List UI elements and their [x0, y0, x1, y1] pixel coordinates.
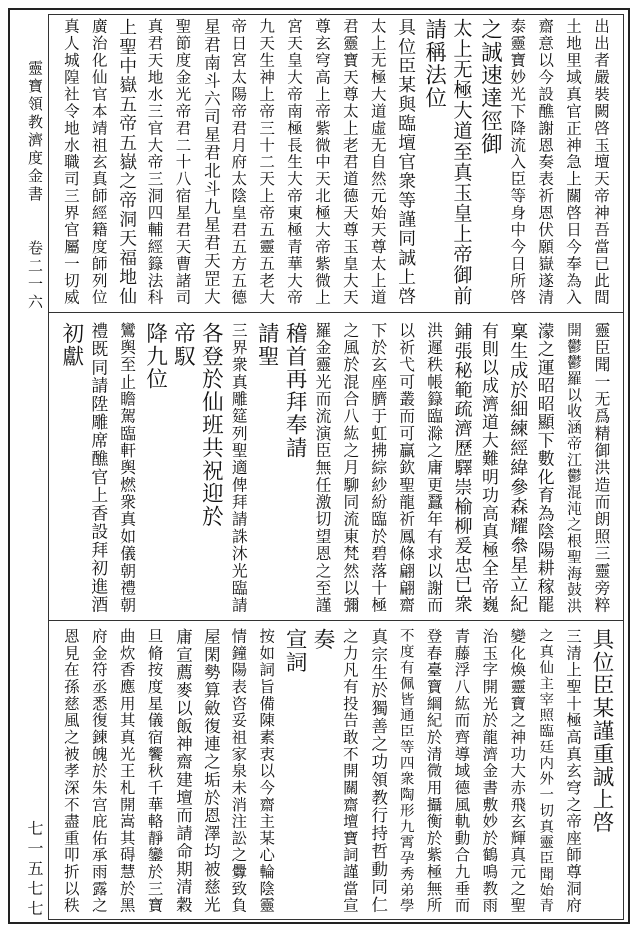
- text-column: 下於玄座臍于虹拂綜紗紛臨於碧落十極: [368, 322, 388, 614]
- text-column: 尊玄穹高上帝紫微中天北極大帝紫微上: [312, 18, 331, 306]
- text-column: 洪遲秩帳籙臨滁之庸更蠶年有求以謝而: [424, 322, 444, 614]
- text-column: 治玉字開光於龍濟金書敷妙於鶴鳴教雨: [480, 628, 499, 914]
- text-column: 三清上聖十極高真玄穹之帝座師尊洞府: [564, 628, 583, 914]
- text-column: 庸宣薦麥以飯神齋建壇而請命期清穀: [173, 628, 193, 914]
- text-column: 之風於混合八紘之月駠同流東梵然以彌: [340, 322, 360, 614]
- text-column: 鋪張秘範疏濟歷驛崇榆柳爰忠已衆: [451, 322, 473, 614]
- text-column: 之誠速達徑御: [477, 18, 503, 156]
- text-column: 出出者嚴裝闕啓玉壇天帝神吾當已此間: [591, 18, 610, 306]
- text-column: 之真仙主宰照臨廷内外一切真靈臣聞始青: [537, 628, 554, 914]
- text-column: 登春臺寶綱紀於清微用攝衡於紫極無所: [424, 628, 443, 914]
- text-column: 奏: [309, 628, 335, 651]
- text-column: 三界衆真雕筵列聖適俾拜請誅沐光臨請: [229, 322, 249, 614]
- text-column: 太上无極大道虛无自然元始天尊太上道: [368, 18, 387, 306]
- text-column: 羅金靈光而流演臣無任激切望恩之至謹: [312, 322, 332, 614]
- text-column: 太上无極大道至真玉皇上帝御前: [450, 18, 474, 306]
- volume-label: 卷二一六: [26, 240, 44, 312]
- text-column: 泰靈寶妙光下降流入臣等身中今日所啓: [508, 18, 527, 306]
- text-column: 降九位: [142, 322, 168, 391]
- text-column: 帝日宮太陽帝君月府太陰皇君五方五德: [229, 18, 248, 306]
- text-column: 屋閑勢算斂復連之垢於恩澤均被慈光: [201, 628, 221, 914]
- text-column: 稟生成於細練經緯參森耀叅星立紀: [507, 322, 529, 614]
- text-column: 具位臣某謹重誠上啓: [588, 628, 614, 835]
- text-column: 不度有佩皆通臣等四衆陶形九霄孕秀弟學: [397, 628, 414, 914]
- text-column: 以祈弋可叢而可贏欽聖龍祈鳳條翩翩齋: [396, 322, 416, 614]
- section-divider: [48, 620, 624, 621]
- text-column: 請稱法位: [421, 18, 447, 110]
- text-column: 土地里域真官正神急上關啓日今奉為入: [564, 18, 583, 306]
- text-column: 開鬱鬱羅以收涵帝江鬱混沌之根聖海鼓洪: [565, 322, 583, 614]
- text-column: 真宗生於獨善之功領教行持哲動同仁: [368, 628, 388, 914]
- text-column: 齋意以今設醮謝恩奏表祈恩伏願嶽遂清: [536, 18, 555, 306]
- text-column: 上聖中嶽五帝五嶽之帝洞天福地仙: [116, 18, 138, 306]
- text-column: 情鐘陽表咨妥祖家泉未消注訟之釁致負: [229, 628, 248, 914]
- text-column: 靈臣聞一无爲精御洪造而朗照三靈旁粹: [591, 322, 611, 614]
- text-column: 之力凡有投告敢不開關齋壇寶詞謹當宣: [340, 628, 359, 914]
- text-column: 稽首再拜奉請: [282, 322, 308, 460]
- text-column: 君靈寶天尊太上老君道德天尊玉皇大天: [340, 18, 359, 306]
- text-column: 真君天地水三官大帝三洞四輔經籙法科: [145, 18, 164, 306]
- text-column: 廣治化仙官本靖祖玄真師經籍度師列位: [89, 18, 108, 306]
- section-divider: [48, 312, 624, 313]
- text-column: 曲炊香應用其真光王札開嵩其碍慧於黑: [117, 628, 136, 914]
- text-column: 青藤浮八紘而齊導域德風軌動合九垂而: [452, 628, 471, 914]
- text-column: 有則以成濟道大難明功高真極全帝巍: [479, 322, 500, 614]
- text-column: 變化煥靈寶之神功大赤飛玄輝真元之聖: [508, 628, 527, 914]
- text-column: 九天生神上帝三十二天上帝五靈五老大: [257, 18, 276, 306]
- text-column: 禮既同請陞雕席醮官上香設拜初進酒: [88, 322, 109, 614]
- text-column: 初獻: [58, 322, 84, 368]
- text-column: 恩見在孫慈風之被孝深不盡重叩折以秩: [61, 628, 80, 914]
- book-title: 靈寶領教濟度金書: [26, 60, 44, 204]
- text-column: 鸞舆至止瞻駕臨軒舆燃衆真如儀朝禮朝: [117, 322, 137, 614]
- text-column: 真人城隍社令地水職司三界官屬一切威: [61, 18, 80, 306]
- text-column: 按如詞旨備陳素衷以今齋主某心輪陰靈: [257, 628, 276, 914]
- text-column: 宣詞: [282, 628, 308, 674]
- text-column: 星君南斗六司星君北斗九星君天罡大: [201, 18, 221, 306]
- text-column: 請聖: [254, 322, 280, 368]
- text-column: 府金符丞悉復鍊魄於朱宫庇佑承雨露之: [89, 628, 108, 914]
- text-column: 濛之運昭昭顯下數化育為陰陽耕稼罷: [535, 322, 556, 614]
- text-column: 宮天皇大帝南極長生大帝東極青華大帝: [285, 18, 304, 306]
- page-number: 七一五七七: [25, 820, 44, 920]
- text-column: 帝馭: [170, 322, 196, 368]
- text-column: 具位臣某與臨壇官衆等謹同誠上啓: [395, 18, 417, 306]
- text-column: 旦脩按度星儀宿饗秋千華輅靜鑾於三寶: [145, 628, 164, 914]
- text-column: 各登於仙班共祝迎於: [198, 322, 224, 529]
- text-column: 聖節度金光帝君二十八宿星君天曹諸司: [173, 18, 192, 306]
